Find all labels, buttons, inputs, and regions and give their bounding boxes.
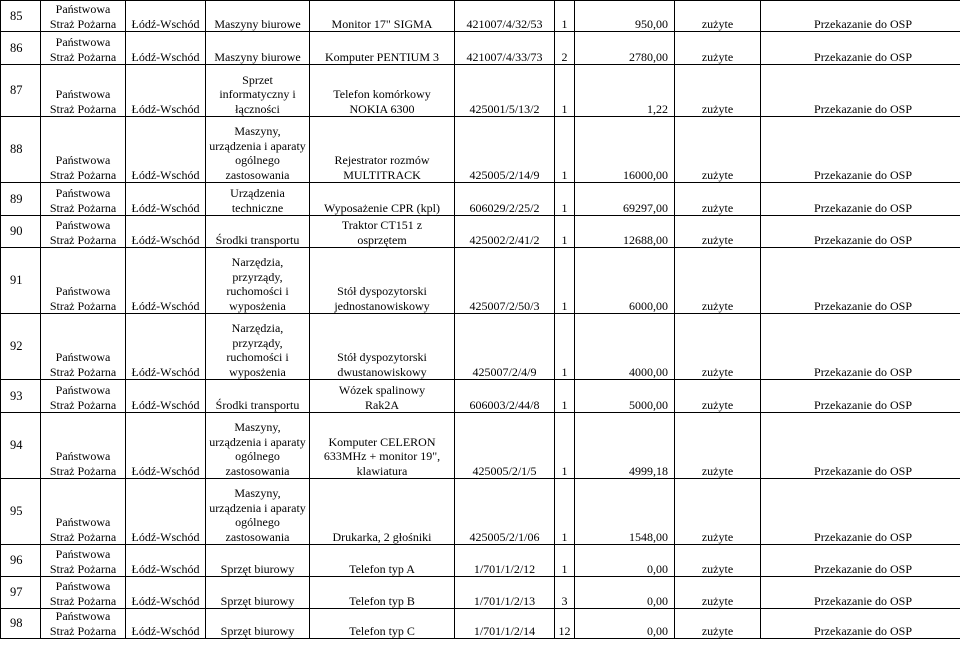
cell-line: Traktor CT151 z: [341, 218, 423, 232]
table-row: [1, 183, 960, 216]
cell-line: Państwowa: [55, 35, 111, 49]
cell-line: Straż Pożarna: [49, 397, 117, 412]
cell-line: Środki transportu: [215, 232, 300, 247]
state-cell: zużyte: [675, 314, 761, 380]
cell-line: ruchomości i: [226, 350, 289, 364]
row-number: 97: [1, 577, 41, 609]
asset-name-cell: [310, 609, 455, 639]
inventory-number-cell: 1/701/1/2/14: [455, 609, 555, 639]
quantity-cell: 2: [555, 32, 575, 65]
unit-cell: Łódź-Wschód: [126, 545, 206, 577]
value-cell: 950,00: [575, 1, 675, 32]
table-row: [1, 413, 960, 479]
cell-line: Państwowa: [55, 186, 111, 200]
unit-cell: Łódź-Wschód: [126, 216, 206, 248]
cell-line: wyposżenia: [229, 298, 286, 313]
cell-line: urządzenia i aparaty: [209, 500, 306, 515]
disposal-method-cell: Przekazanie do OSP: [761, 609, 960, 639]
cell-line: Straż Pożarna: [49, 101, 117, 116]
table-row: [1, 216, 960, 248]
cell-line: Maszyny,: [234, 486, 281, 500]
value-cell: 1548,00: [575, 479, 675, 545]
asset-group-cell: [206, 216, 310, 248]
cell-line: Narzędzia,: [231, 321, 284, 335]
disposal-method-cell: Przekazanie do OSP: [761, 380, 960, 413]
value-cell: 4999,18: [575, 413, 675, 479]
state-cell: zużyte: [675, 65, 761, 117]
cell-line: Telefon typ A: [349, 561, 415, 576]
inventory-number-cell: 421007/4/33/73: [455, 32, 555, 65]
cell-line: Straż Pożarna: [49, 561, 117, 576]
asset-name-cell: [310, 32, 455, 65]
disposal-method-cell: Przekazanie do OSP: [761, 577, 960, 609]
disposal-method-cell: Przekazanie do OSP: [761, 479, 960, 545]
disposal-method-cell: Przekazanie do OSP: [761, 65, 960, 117]
value-cell: 6000,00: [575, 248, 675, 314]
state-cell: zużyte: [675, 479, 761, 545]
quantity-cell: 1: [555, 1, 575, 32]
value-cell: 16000,00: [575, 117, 675, 183]
asset-group-cell: [206, 1, 310, 32]
cell-line: ruchomości i: [226, 284, 289, 298]
organization-cell: [41, 380, 126, 413]
organization-cell: [41, 183, 126, 216]
row-number: 91: [1, 248, 41, 314]
asset-name-cell: [310, 216, 455, 248]
cell-line: Straż Pożarna: [49, 167, 117, 182]
value-cell: 4000,00: [575, 314, 675, 380]
row-number: 87: [1, 65, 41, 117]
asset-name-cell: [310, 314, 455, 380]
cell-line: przyrządy,: [232, 335, 283, 350]
cell-line: NOKIA 6300: [349, 101, 415, 116]
inventory-number-cell: 425005/2/1/06: [455, 479, 555, 545]
cell-line: Państwowa: [55, 449, 111, 463]
cell-line: dwustanowiskowy: [337, 364, 427, 379]
value-cell: 69297,00: [575, 183, 675, 216]
cell-line: klawiatura: [356, 463, 408, 478]
table-row: [1, 380, 960, 413]
asset-group-cell: [206, 117, 310, 183]
cell-line: ogólnego: [235, 515, 280, 529]
asset-group-cell: [206, 248, 310, 314]
unit-cell: Łódź-Wschód: [126, 577, 206, 609]
row-number: 89: [1, 183, 41, 216]
cell-line: Telefon typ B: [349, 593, 415, 608]
state-cell: zużyte: [675, 32, 761, 65]
row-number: 90: [1, 216, 41, 248]
state-cell: zużyte: [675, 216, 761, 248]
quantity-cell: 1: [555, 216, 575, 248]
cell-line: Maszyny biurowe: [214, 49, 301, 64]
quantity-cell: 1: [555, 65, 575, 117]
table-row: [1, 65, 960, 117]
organization-cell: [41, 609, 126, 639]
state-cell: zużyte: [675, 248, 761, 314]
disposal-method-cell: Przekazanie do OSP: [761, 183, 960, 216]
cell-line: Państwowa: [55, 218, 111, 232]
cell-line: Straż Pożarna: [49, 49, 117, 64]
value-cell: 2780,00: [575, 32, 675, 65]
inventory-number-cell: 425007/2/50/3: [455, 248, 555, 314]
asset-group-cell: [206, 545, 310, 577]
cell-line: Wyposażenie CPR (kpl): [324, 200, 440, 215]
cell-line: Państwowa: [55, 579, 111, 593]
asset-name-cell: [310, 65, 455, 117]
table-row: [1, 609, 960, 639]
cell-line: Straż Pożarna: [49, 232, 117, 247]
quantity-cell: 3: [555, 577, 575, 609]
row-number: 85: [1, 1, 41, 32]
state-cell: zużyte: [675, 413, 761, 479]
value-cell: 0,00: [575, 577, 675, 609]
state-cell: zużyte: [675, 183, 761, 216]
cell-line: 633MHz + monitor 19",: [323, 449, 441, 463]
cell-line: Sprzęt biurowy: [220, 623, 295, 638]
quantity-cell: 1: [555, 413, 575, 479]
cell-line: zastosowania: [225, 463, 290, 478]
asset-name-cell: [310, 577, 455, 609]
organization-cell: [41, 117, 126, 183]
table-row: [1, 248, 960, 314]
table-row: [1, 314, 960, 380]
inventory-number-cell: 425007/2/4/9: [455, 314, 555, 380]
table-row: [1, 479, 960, 545]
state-cell: zużyte: [675, 609, 761, 639]
table-row: [1, 32, 960, 65]
cell-line: zastosowania: [225, 529, 290, 544]
cell-line: Maszyny,: [234, 124, 281, 138]
organization-cell: [41, 479, 126, 545]
unit-cell: Łódź-Wschód: [126, 32, 206, 65]
value-cell: 0,00: [575, 545, 675, 577]
organization-cell: [41, 577, 126, 609]
cell-line: Państwowa: [55, 609, 111, 623]
cell-line: Państwowa: [55, 547, 111, 561]
quantity-cell: 1: [555, 117, 575, 183]
unit-cell: Łódź-Wschód: [126, 380, 206, 413]
table-row: [1, 117, 960, 183]
cell-line: Stół dyspozytorski: [337, 350, 427, 364]
cell-line: Państwowa: [55, 515, 111, 529]
quantity-cell: 1: [555, 183, 575, 216]
unit-cell: Łódź-Wschód: [126, 65, 206, 117]
cell-line: Państwowa: [55, 284, 111, 298]
cell-line: łączności: [235, 101, 280, 116]
cell-line: Straż Pożarna: [49, 593, 117, 608]
table-row: [1, 1, 960, 32]
unit-cell: Łódź-Wschód: [126, 117, 206, 183]
cell-line: Straż Pożarna: [49, 16, 117, 31]
row-number: 92: [1, 314, 41, 380]
state-cell: zużyte: [675, 117, 761, 183]
cell-line: Stół dyspozytorski: [337, 284, 427, 298]
cell-line: urządzenia i aparaty: [209, 138, 306, 153]
inventory-number-cell: 421007/4/32/53: [455, 1, 555, 32]
quantity-cell: 1: [555, 248, 575, 314]
organization-cell: [41, 248, 126, 314]
organization-cell: [41, 1, 126, 32]
value-cell: 12688,00: [575, 216, 675, 248]
cell-line: Monitor 17" SIGMA: [331, 16, 433, 31]
asset-group-cell: [206, 183, 310, 216]
asset-group-cell: [206, 577, 310, 609]
cell-line: Urządzenia: [230, 186, 285, 200]
row-number: 95: [1, 479, 41, 545]
disposal-method-cell: Przekazanie do OSP: [761, 1, 960, 32]
cell-line: Maszyny biurowe: [214, 16, 301, 31]
asset-name-cell: [310, 248, 455, 314]
cell-line: Straż Pożarna: [49, 623, 117, 638]
cell-line: Państwowa: [55, 350, 111, 364]
cell-line: Rak2A: [365, 397, 399, 412]
cell-line: Sprzęt biurowy: [220, 593, 295, 608]
state-cell: zużyte: [675, 577, 761, 609]
asset-name-cell: [310, 380, 455, 413]
cell-line: Telefon komórkowy: [333, 87, 431, 101]
disposal-method-cell: Przekazanie do OSP: [761, 545, 960, 577]
cell-line: ogólnego: [235, 449, 280, 463]
cell-line: ogólnego: [235, 153, 280, 167]
asset-group-cell: [206, 32, 310, 65]
disposal-method-cell: Przekazanie do OSP: [761, 248, 960, 314]
quantity-cell: 1: [555, 380, 575, 413]
quantity-cell: 1: [555, 314, 575, 380]
cell-line: Środki transportu: [215, 397, 300, 412]
inventory-number-cell: 1/701/1/2/13: [455, 577, 555, 609]
row-number: 94: [1, 413, 41, 479]
cell-line: Wózek spalinowy: [338, 383, 426, 397]
unit-cell: Łódź-Wschód: [126, 479, 206, 545]
organization-cell: [41, 65, 126, 117]
organization-cell: [41, 545, 126, 577]
inventory-number-cell: 1/701/1/2/12: [455, 545, 555, 577]
cell-line: Państwowa: [55, 153, 111, 167]
disposal-method-cell: Przekazanie do OSP: [761, 216, 960, 248]
unit-cell: Łódź-Wschód: [126, 314, 206, 380]
value-cell: 5000,00: [575, 380, 675, 413]
inventory-number-cell: 606029/2/25/2: [455, 183, 555, 216]
row-number: 98: [1, 609, 41, 639]
asset-name-cell: [310, 479, 455, 545]
cell-line: przyrządy,: [232, 269, 283, 284]
value-cell: 0,00: [575, 609, 675, 639]
row-number: 96: [1, 545, 41, 577]
state-cell: zużyte: [675, 1, 761, 32]
unit-cell: Łódź-Wschód: [126, 183, 206, 216]
quantity-cell: 1: [555, 545, 575, 577]
disposal-method-cell: Przekazanie do OSP: [761, 117, 960, 183]
asset-group-cell: [206, 479, 310, 545]
cell-line: Straż Pożarna: [49, 529, 117, 544]
cell-line: Narzędzia,: [231, 255, 284, 269]
table-body: [1, 1, 960, 639]
table-row: [1, 545, 960, 577]
cell-line: Drukarka, 2 głośniki: [332, 529, 432, 544]
organization-cell: [41, 413, 126, 479]
asset-group-cell: [206, 380, 310, 413]
state-cell: zużyte: [675, 380, 761, 413]
cell-line: zastosowania: [225, 167, 290, 182]
cell-line: Komputer PENTIUM 3: [325, 49, 439, 64]
quantity-cell: 1: [555, 479, 575, 545]
unit-cell: Łódź-Wschód: [126, 1, 206, 32]
disposal-method-cell: Przekazanie do OSP: [761, 413, 960, 479]
row-number: 86: [1, 32, 41, 65]
asset-name-cell: [310, 413, 455, 479]
cell-line: Straż Pożarna: [49, 463, 117, 478]
cell-line: urządzenia i aparaty: [209, 434, 306, 449]
row-number: 93: [1, 380, 41, 413]
inventory-number-cell: 425002/2/41/2: [455, 216, 555, 248]
inventory-number-cell: 425005/2/1/5: [455, 413, 555, 479]
organization-cell: [41, 32, 126, 65]
unit-cell: Łódź-Wschód: [126, 413, 206, 479]
inventory-number-cell: 425005/2/14/9: [455, 117, 555, 183]
quantity-cell: 12: [555, 609, 575, 639]
cell-line: osprzętem: [357, 232, 407, 247]
cell-line: Państwowa: [55, 383, 111, 397]
unit-cell: Łódź-Wschód: [126, 609, 206, 639]
cell-line: Straż Pożarna: [49, 298, 117, 313]
asset-group-cell: [206, 413, 310, 479]
cell-line: Komputer CELERON: [328, 434, 436, 449]
asset-group-cell: [206, 609, 310, 639]
cell-line: Państwowa: [55, 2, 111, 16]
organization-cell: [41, 314, 126, 380]
inventory-number-cell: 606003/2/44/8: [455, 380, 555, 413]
cell-line: Sprzęt biurowy: [220, 561, 295, 576]
asset-name-cell: [310, 1, 455, 32]
asset-name-cell: [310, 545, 455, 577]
cell-line: jednostanowiskowy: [334, 298, 430, 313]
asset-group-cell: [206, 65, 310, 117]
state-cell: zużyte: [675, 545, 761, 577]
table-row: [1, 577, 960, 609]
unit-cell: Łódź-Wschód: [126, 248, 206, 314]
cell-line: wyposżenia: [229, 364, 286, 379]
asset-name-cell: [310, 117, 455, 183]
inventory-number-cell: 425001/5/13/2: [455, 65, 555, 117]
organization-cell: [41, 216, 126, 248]
disposal-method-cell: Przekazanie do OSP: [761, 314, 960, 380]
asset-name-cell: [310, 183, 455, 216]
asset-group-cell: [206, 314, 310, 380]
cell-line: Państwowa: [55, 87, 111, 101]
cell-line: Sprzet: [242, 72, 273, 87]
disposal-method-cell: Przekazanie do OSP: [761, 32, 960, 65]
cell-line: MULTITRACK: [343, 167, 421, 182]
row-number: 88: [1, 117, 41, 183]
cell-line: informatyczny i: [219, 87, 296, 101]
cell-line: techniczne: [231, 200, 284, 215]
cell-line: Rejestrator rozmów: [334, 153, 430, 167]
cell-line: Straż Pożarna: [49, 200, 117, 215]
cell-line: Straż Pożarna: [49, 364, 117, 379]
value-cell: 1,22: [575, 65, 675, 117]
cell-line: Maszyny,: [234, 420, 281, 434]
cell-line: Telefon typ C: [349, 623, 415, 638]
